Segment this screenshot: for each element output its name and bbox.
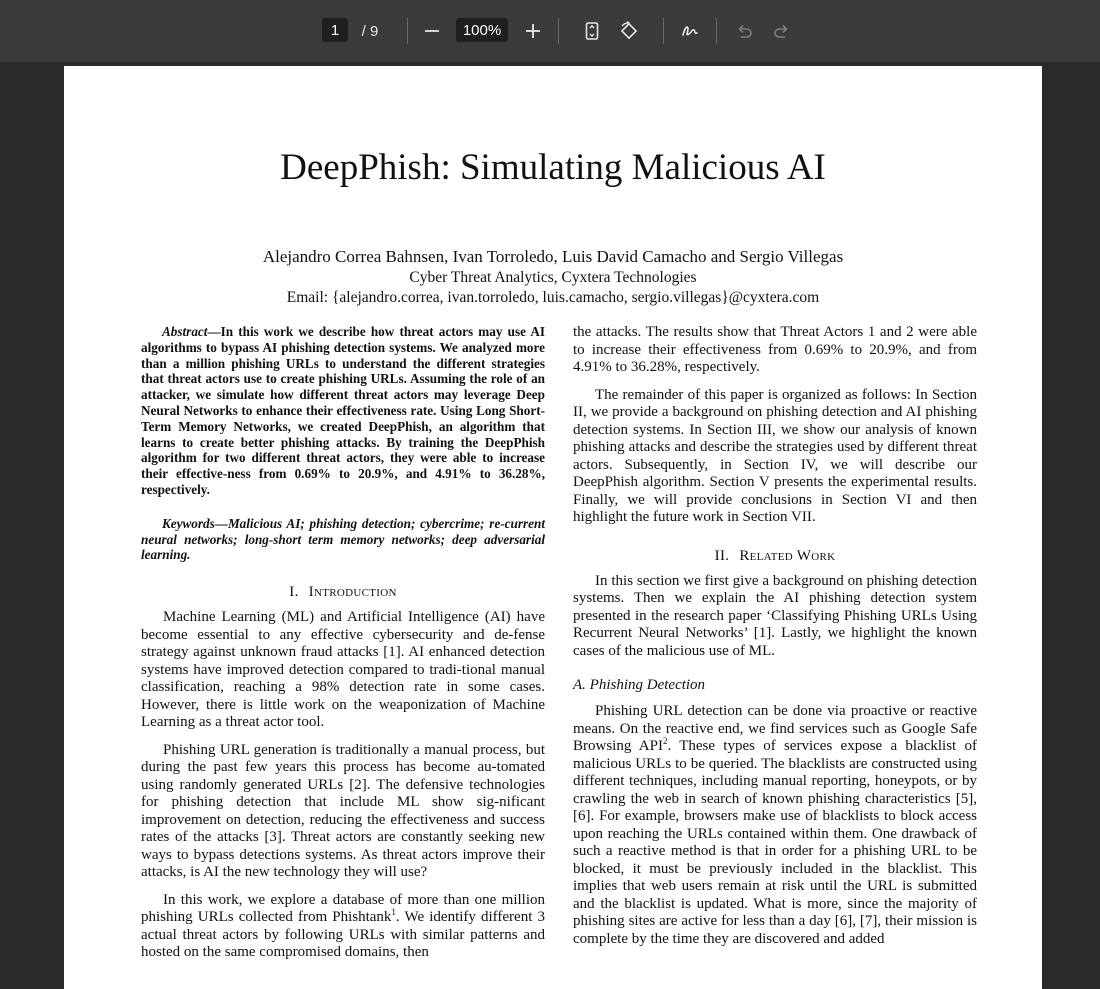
- toolbar-divider: [663, 18, 664, 44]
- paper-affiliation: Cyber Threat Analytics, Cyxtera Technologies: [409, 269, 697, 286]
- rotate-icon: [619, 21, 639, 41]
- keywords-text: —Malicious AI; phishing detection; cybercrime; re-current neural networks; long-short term memory networks; deep adversarial learning.: [141, 515, 545, 563]
- intro-p3-text-b: . We identify different 3 actual threat actors by following URLs with similar patterns and hosted on the same compromised domains, then: [141, 909, 545, 961]
- section-heading-introduction: [141, 583, 545, 601]
- left-column: [141, 324, 545, 972]
- zoom-out-button[interactable]: [418, 0, 446, 62]
- redo-button[interactable]: [768, 0, 796, 62]
- draw-button[interactable]: [676, 0, 704, 62]
- section-number: II.: [714, 547, 730, 564]
- pdf-page: [64, 66, 1042, 989]
- section-title: Introduction: [308, 584, 397, 601]
- page-total: / 9: [361, 22, 379, 40]
- paper-email: Email: {alejandro.correa, ivan.torroledo, luis.camacho, sergio.villegas}@cyxtera.com: [286, 289, 820, 306]
- fit-page-button[interactable]: [578, 0, 606, 62]
- intro-paragraph-2: Phishing URL generation is traditionally a manual process, but during the past few years this process has become au-tomated using randomly generated URLs [2]. The defensive technologies for phishing detection that include ML show sig-nificant improvement on detection, reducing the effectiveness and success rates of the attacks [3]. Threat actors are constantly seeking new ways to bypass detections systems. As threat actors improve their attacks, is AI the new technology they will use?: [141, 741, 545, 881]
- toolbar-divider: [558, 18, 559, 44]
- section-title: Related Work: [739, 547, 836, 564]
- undo-icon: [734, 21, 754, 41]
- zoom-in-button[interactable]: [519, 0, 547, 62]
- draw-icon: [680, 21, 700, 41]
- intro-paragraph-1: Machine Learning (ML) and Artificial Intelligence (AI) have become essential to any effective cybersecurity and de-fense strategy against unknown fraud attacks [1]. AI enhanced detection systems have improved detection compared to tradi-tional manual classification, reaching a 98% detection rate in some cases. However, there is little work on the weaponization of Machine Learning as a threat actor tool.: [141, 609, 545, 731]
- footnote-marker: 2: [662, 736, 668, 746]
- intro-paragraph-3: [141, 892, 545, 962]
- plus-icon: [523, 21, 543, 41]
- right-paragraph-2: The remainder of this paper is organized as follows: In Section II, we provide a background on phishing detection and AI phishing detection systems. In Section III, we show our analysis of known phishing attacks and describe the strategies used by different threat actors. Subsequently, in Section IV, we will describe our DeepPhish algorithm. Section V presents the experimental results. Finally, we will provide conclusions in Section VI and then highlight the future work in Section VII.: [573, 386, 977, 525]
- undo-button[interactable]: [730, 0, 758, 62]
- pd-text-a: Phishing URL detection can be done via proactive or reactive means. On the reactive end, we find services such as Google Safe Browsing API: [573, 703, 977, 754]
- rotate-button[interactable]: [615, 0, 643, 62]
- redo-icon: [772, 21, 792, 41]
- subsection-heading-phishing-detection: A. Phishing Detection: [573, 677, 706, 693]
- footnote-marker: 1: [391, 907, 396, 918]
- section-number: I.: [289, 584, 299, 601]
- related-work-paragraph-1: In this section we first give a background on phishing detection systems. Then we explain the AI phishing detection system presented in the research paper ‘Classifying Phishing URLs Using Recurrent Neural Networks’ [1]. Lastly, we highlight the known cases of the malicious use of ML.: [573, 572, 977, 659]
- minus-icon: [422, 21, 442, 41]
- toolbar-divider: [716, 18, 717, 44]
- page-number-input[interactable]: 1: [322, 18, 348, 42]
- right-column: [573, 324, 977, 958]
- toolbar-divider: [407, 18, 408, 44]
- keywords: [141, 516, 545, 563]
- right-paragraph-1: the attacks. The results show that Threat Actors 1 and 2 were able to increase their effectiveness from 0.69% to 20.9%, and from 4.91% to 36.28%, respectively.: [573, 324, 977, 375]
- pd-text-b: . These types of services expose a blacklist of malicious URLs to be queried. The blacklists are constructed using different techniques, including manual reporting, honeypots, or by crawling the web in search of known phishing characteristics [5], [6]. For example, browsers make use of blacklists to block access upon reaching the URLs contained within them. One drawback of such a reactive method is that in order for a phishing URL to be blocked, it must be previously included in the blacklist. This implies that web users remain at risk until the URL is submitted and the blacklist is updated. What is more, since the majority of phishing sites are active for less than a day [6], [7], their mission is complete by the time they are discovered and added: [573, 738, 977, 947]
- paper-authors: Alejandro Correa Bahnsen, Ivan Torroledo, Luis David Camacho and Sergio Villegas: [262, 247, 844, 266]
- keywords-lead: Keywords: [162, 515, 215, 531]
- abstract-lead: Abstract: [162, 324, 208, 339]
- intro-p3-text-a: In this work, we explore a database of more than one million phishing URLs collected from Phishtank: [141, 891, 545, 926]
- pdf-toolbar: [0, 0, 1100, 62]
- phishing-detection-paragraph-1: [573, 703, 977, 948]
- fit-page-icon: [582, 21, 602, 41]
- section-heading-related-work: [573, 547, 977, 565]
- zoom-level-input[interactable]: 100%: [456, 18, 508, 42]
- abstract-text: —In this work we describe how threat actors may use AI algorithms to bypass AI phishing detection systems. We analyzed more than a million phishing URLs to understand the different strategies that threat actors use to create phishing URLs. Assuming the role of an attacker, we simulate how different threat actors may leverage Deep Neural Networks to enhance their effectiveness rate. Using Long Short-Term Memory Networks, we created DeepPhish, an algorithm that learns to create better phishing attacks. By training the DeepPhish algorithm for two different threat actors, they were able to increase their effective-ness from 0.69% to 20.9%, and 4.91% to 36.28%, respectively.: [141, 324, 545, 497]
- abstract: [141, 324, 545, 498]
- paper-title: DeepPhish: Simulating Malicious AI: [280, 147, 826, 188]
